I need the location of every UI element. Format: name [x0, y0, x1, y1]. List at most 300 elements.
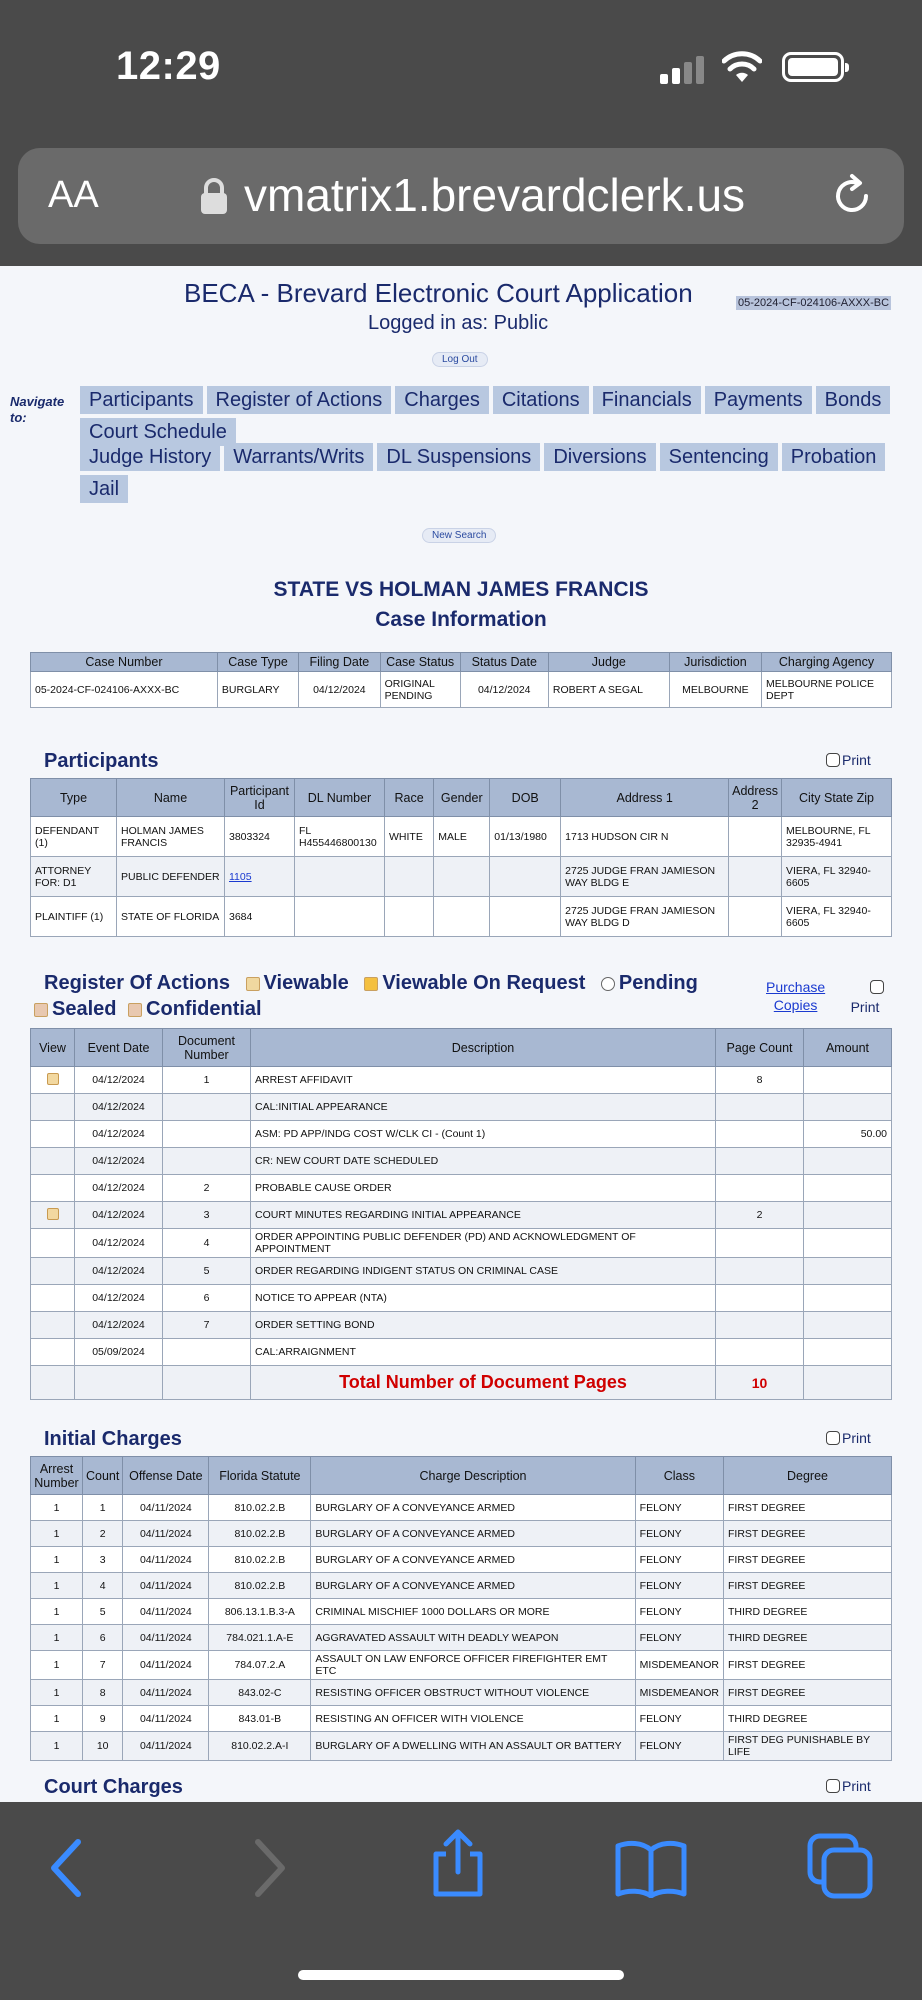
- col-amount: Amount: [804, 1029, 892, 1067]
- table-row: [31, 1625, 892, 1651]
- cell-view: [31, 1148, 75, 1175]
- cell: AGGRAVATED ASSAULT WITH DEADLY WEAPON: [311, 1625, 635, 1651]
- table-row: [31, 1599, 892, 1625]
- cell-view: [31, 1312, 75, 1339]
- cell: [434, 857, 490, 897]
- cell: RESISTING AN OFFICER WITH VIOLENCE: [311, 1706, 635, 1732]
- table-row: [31, 1148, 892, 1175]
- print-checkbox[interactable]: [826, 1779, 840, 1793]
- cell: 04/11/2024: [123, 1547, 209, 1573]
- nav-bonds[interactable]: Bonds: [816, 386, 891, 414]
- cell-pages: [716, 1094, 804, 1121]
- purchase-copies-line2[interactable]: Copies: [773, 997, 818, 1013]
- cell-view: [31, 1121, 75, 1148]
- col-case-type: Case Type: [217, 653, 298, 672]
- cell-doc: [163, 1094, 251, 1121]
- cell: 04/11/2024: [123, 1521, 209, 1547]
- cell-date: 04/12/2024: [75, 1148, 163, 1175]
- cell-date: 04/12/2024: [75, 1202, 163, 1229]
- table-row: [31, 1573, 892, 1599]
- col-status-date: Status Date: [460, 653, 548, 672]
- cell-desc: ASM: PD APP/INDG COST W/CLK CI - (Count 1): [251, 1121, 716, 1148]
- col-participant-id: Participant Id: [225, 779, 295, 817]
- cell: 10: [83, 1732, 123, 1761]
- table-row: [31, 1521, 892, 1547]
- cell: PUBLIC DEFENDER: [117, 857, 225, 897]
- table-row: [31, 1651, 892, 1680]
- cell: 1: [83, 1495, 123, 1521]
- cell-pages: 2: [716, 1202, 804, 1229]
- register-table: [30, 1028, 892, 1400]
- col-description: Description: [251, 1029, 716, 1067]
- table-row: [31, 1706, 892, 1732]
- total-pages-label: Total Number of Document Pages: [251, 1366, 716, 1400]
- cell-desc: ORDER APPOINTING PUBLIC DEFENDER (PD) AND ACKNOWLEDGMENT OF APPOINTMENT: [251, 1229, 716, 1258]
- cell: [385, 897, 434, 937]
- cell-doc: 6: [163, 1285, 251, 1312]
- cell: 1: [31, 1573, 83, 1599]
- cell: 04/11/2024: [123, 1495, 209, 1521]
- nav-participants[interactable]: Participants: [80, 386, 203, 414]
- col-name: Name: [117, 779, 225, 817]
- cell-desc: CAL:ARRAIGNMENT: [251, 1339, 716, 1366]
- web-page: [0, 266, 922, 1802]
- nav-court-schedule[interactable]: Court Schedule: [80, 418, 236, 446]
- cell: 1: [31, 1680, 83, 1706]
- cell: 04/11/2024: [123, 1599, 209, 1625]
- cell: THIRD DEGREE: [724, 1706, 892, 1732]
- nav-register-of-actions[interactable]: Register of Actions: [207, 386, 392, 414]
- cell: VIERA, FL 32940-6605: [782, 897, 892, 937]
- cell-pages: [716, 1339, 804, 1366]
- status-time: 12:29: [116, 44, 221, 88]
- initial-charges-heading: Initial Charges: [44, 1428, 182, 1450]
- safari-address-bar[interactable]: [18, 148, 904, 244]
- col-dl-number: DL Number: [295, 779, 385, 817]
- confidential-label: Confidential: [146, 998, 262, 1020]
- app-title: BECA - Brevard Electronic Court Application: [184, 278, 693, 308]
- col-view: View: [31, 1029, 75, 1067]
- cell: 843.02-C: [209, 1680, 311, 1706]
- cell-amount: [804, 1067, 892, 1094]
- table-row: [31, 1175, 892, 1202]
- cell: [225, 857, 295, 897]
- cell: FIRST DEGREE: [724, 1495, 892, 1521]
- logged-in-label: Logged in as: Public: [368, 312, 549, 334]
- cell-charging-agency: MELBOURNE POLICE DEPT: [762, 672, 892, 708]
- cell-filing-date: 04/12/2024: [299, 672, 380, 708]
- cell: CRIMINAL MISCHIEF 1000 DOLLARS OR MORE: [311, 1599, 635, 1625]
- cell-date: 04/12/2024: [75, 1312, 163, 1339]
- table-row: [31, 817, 892, 857]
- register-print[interactable]: [846, 980, 884, 1016]
- total-pages-value: 10: [716, 1366, 804, 1400]
- col-event-date: Event Date: [75, 1029, 163, 1067]
- total-row: [31, 1366, 892, 1400]
- nav-citations[interactable]: Citations: [493, 386, 589, 414]
- cell-view: [31, 1067, 75, 1094]
- navigate-label: [10, 394, 64, 426]
- table-row: [31, 1680, 892, 1706]
- nav-warrants-writs[interactable]: Warrants/Writs: [224, 443, 373, 471]
- cell-amount: [804, 1175, 892, 1202]
- cell-view: [31, 1229, 75, 1258]
- cell: 04/11/2024: [123, 1680, 209, 1706]
- cell-status-date: 04/12/2024: [460, 672, 548, 708]
- text-size-button[interactable]: AA: [48, 174, 99, 216]
- table-row: [31, 1121, 892, 1148]
- cell: [434, 897, 490, 937]
- table-row: [31, 1732, 892, 1761]
- cell: [163, 1366, 251, 1400]
- cell: 1: [31, 1706, 83, 1732]
- cell: 3: [83, 1547, 123, 1573]
- cell-pages: [716, 1121, 804, 1148]
- col-document-number: Document Number: [163, 1029, 251, 1067]
- cell-amount: [804, 1094, 892, 1121]
- nav-charges[interactable]: Charges: [395, 386, 489, 414]
- cell: [490, 897, 561, 937]
- sealed-icon: [34, 1003, 48, 1017]
- cell: [729, 897, 782, 937]
- cell-pages: [716, 1285, 804, 1312]
- case-title: STATE VS HOLMAN JAMES FRANCIS: [273, 578, 649, 601]
- col-florida-statute: Florida Statute: [209, 1457, 311, 1495]
- nav-row-1: [80, 386, 904, 446]
- table-row: [31, 897, 892, 937]
- col-charge-description: Charge Description: [311, 1457, 635, 1495]
- cell: 2725 JUDGE FRAN JAMIESON WAY BLDG D: [561, 897, 729, 937]
- cell-doc: 5: [163, 1258, 251, 1285]
- cell: THIRD DEGREE: [724, 1625, 892, 1651]
- cell: 6: [83, 1625, 123, 1651]
- participants-table: [30, 778, 892, 937]
- cell: 810.02.2.B: [209, 1547, 311, 1573]
- print-label: Print: [842, 1430, 871, 1446]
- nav-probation[interactable]: Probation: [782, 443, 886, 471]
- cell-date: 04/12/2024: [75, 1175, 163, 1202]
- document-view-icon[interactable]: [47, 1073, 59, 1085]
- register-rows: [31, 1067, 892, 1400]
- col-case-number: Case Number: [31, 653, 218, 672]
- table-row: [31, 672, 892, 708]
- cell-case-number: 05-2024-CF-024106-AXXX-BC: [31, 672, 218, 708]
- viewable-icon: [246, 977, 260, 991]
- col-dob: DOB: [490, 779, 561, 817]
- col-page-count: Page Count: [716, 1029, 804, 1067]
- cell: FELONY: [635, 1495, 723, 1521]
- cell: DEFENDANT (1): [31, 817, 117, 857]
- print-checkbox[interactable]: [826, 753, 840, 767]
- cell: 810.02.2.B: [209, 1495, 311, 1521]
- cell: 810.02.2.B: [209, 1573, 311, 1599]
- cell: MISDEMEANOR: [635, 1651, 723, 1680]
- cell-pages: 8: [716, 1067, 804, 1094]
- viewable-on-request-label: Viewable On Request: [382, 972, 586, 994]
- cell: 04/11/2024: [123, 1732, 209, 1761]
- new-search-button[interactable]: New Search: [422, 528, 496, 543]
- cell: FIRST DEGREE: [724, 1651, 892, 1680]
- cell-amount: [804, 1339, 892, 1366]
- cell: 1: [31, 1732, 83, 1761]
- cell: VIERA, FL 32940-6605: [782, 857, 892, 897]
- cell: PLAINTIFF (1): [31, 897, 117, 937]
- url-text[interactable]: vmatrix1.brevardclerk.us: [244, 169, 746, 221]
- table-row: [31, 1258, 892, 1285]
- cell: 1713 HUDSON CIR N: [561, 817, 729, 857]
- cell: FELONY: [635, 1625, 723, 1651]
- table-row: [31, 1495, 892, 1521]
- cell: 2725 JUDGE FRAN JAMIESON WAY BLDG E: [561, 857, 729, 897]
- reload-icon[interactable]: [826, 170, 878, 222]
- cell: 8: [83, 1680, 123, 1706]
- forward-icon[interactable]: [248, 1838, 288, 1898]
- purchase-copies-link[interactable]: [766, 978, 825, 1014]
- cell-case-type: BURGLARY: [217, 672, 298, 708]
- cell: [31, 1366, 75, 1400]
- cell: FIRST DEG PUNISHABLE BY LIFE: [724, 1732, 892, 1761]
- cell-doc: [163, 1121, 251, 1148]
- cell: [295, 897, 385, 937]
- register-heading: Register Of Actions: [44, 972, 230, 994]
- cell-desc: ORDER SETTING BOND: [251, 1312, 716, 1339]
- cell-date: 04/12/2024: [75, 1285, 163, 1312]
- nav-judge-history[interactable]: Judge History: [80, 443, 220, 471]
- col-charging-agency: Charging Agency: [762, 653, 892, 672]
- logout-button[interactable]: Log Out: [432, 352, 488, 367]
- col-type: Type: [31, 779, 117, 817]
- bookmarks-icon[interactable]: [614, 1838, 688, 1898]
- col-race: Race: [385, 779, 434, 817]
- cell: 7: [83, 1651, 123, 1680]
- cell-pages: [716, 1229, 804, 1258]
- cell-doc: 4: [163, 1229, 251, 1258]
- nav-financials[interactable]: Financials: [593, 386, 701, 414]
- cell: FIRST DEGREE: [724, 1547, 892, 1573]
- cell: ATTORNEY FOR: D1: [31, 857, 117, 897]
- court-charges-print[interactable]: [826, 1778, 871, 1794]
- nav-dl-suspensions[interactable]: DL Suspensions: [377, 443, 540, 471]
- cell: MELBOURNE, FL 32935-4941: [782, 817, 892, 857]
- cell: [729, 857, 782, 897]
- cell: 04/11/2024: [123, 1651, 209, 1680]
- col-case-status: Case Status: [380, 653, 460, 672]
- cell: BURGLARY OF A CONVEYANCE ARMED: [311, 1495, 635, 1521]
- cell-date: 04/12/2024: [75, 1121, 163, 1148]
- cell-pages: [716, 1258, 804, 1285]
- cell: [804, 1366, 892, 1400]
- cell-view: [31, 1258, 75, 1285]
- cell: 3684: [225, 897, 295, 937]
- nav-jail[interactable]: Jail: [80, 475, 128, 503]
- cell: 1: [31, 1495, 83, 1521]
- table-row: [31, 1285, 892, 1312]
- nav-payments[interactable]: Payments: [705, 386, 812, 414]
- pending-label: Pending: [618, 972, 698, 994]
- cell: 810.02.2.B: [209, 1521, 311, 1547]
- cell-view: [31, 1285, 75, 1312]
- table-row: [31, 1229, 892, 1258]
- col-offense-date: Offense Date: [123, 1457, 209, 1495]
- col-count: Count: [83, 1457, 123, 1495]
- nav-sentencing[interactable]: Sentencing: [660, 443, 778, 471]
- cell: 2: [83, 1521, 123, 1547]
- cell-date: 04/12/2024: [75, 1258, 163, 1285]
- case-info-table: [30, 652, 892, 708]
- table-row: [31, 857, 892, 897]
- tabs-icon[interactable]: [806, 1832, 876, 1902]
- cell-date: 04/12/2024: [75, 1229, 163, 1258]
- cell-doc: [163, 1148, 251, 1175]
- cell: FELONY: [635, 1706, 723, 1732]
- cell-pages: [716, 1148, 804, 1175]
- cell-desc: ORDER REGARDING INDIGENT STATUS ON CRIMINAL CASE: [251, 1258, 716, 1285]
- cell-amount: [804, 1202, 892, 1229]
- col-judge: Judge: [548, 653, 669, 672]
- participants-print[interactable]: [826, 752, 871, 768]
- confidential-icon: [128, 1003, 142, 1017]
- sealed-label: Sealed: [52, 998, 117, 1020]
- col-filing-date: Filing Date: [299, 653, 380, 672]
- cell-view: [31, 1339, 75, 1366]
- cell: FELONY: [635, 1547, 723, 1573]
- clock-icon: [601, 977, 615, 991]
- lock-icon: [198, 176, 230, 216]
- cell-amount: [804, 1258, 892, 1285]
- col-jurisdiction: Jurisdiction: [669, 653, 761, 672]
- cell-date: 04/12/2024: [75, 1094, 163, 1121]
- col-address-1: Address 1: [561, 779, 729, 817]
- cell: ASSAULT ON LAW ENFORCE OFFICER FIREFIGHTER EMT ETC: [311, 1651, 635, 1680]
- cell: FELONY: [635, 1599, 723, 1625]
- col-arrest-number: Arrest Number: [31, 1457, 83, 1495]
- battery-icon: [782, 52, 844, 82]
- initial-charges-rows: [31, 1495, 892, 1761]
- cell: 01/13/1980: [490, 817, 561, 857]
- cell: BURGLARY OF A DWELLING WITH AN ASSAULT OR BATTERY: [311, 1732, 635, 1761]
- participant-id-link[interactable]: 1105: [229, 870, 252, 883]
- cell: BURGLARY OF A CONVEYANCE ARMED: [311, 1547, 635, 1573]
- table-row: [31, 1094, 892, 1121]
- table-row: [31, 1202, 892, 1229]
- cell: FELONY: [635, 1732, 723, 1761]
- participants-heading: Participants: [44, 750, 159, 772]
- cell: [75, 1366, 163, 1400]
- register-legend-2: [34, 998, 262, 1021]
- table-row: [31, 1067, 892, 1094]
- cell-pages: [716, 1175, 804, 1202]
- cell: 1: [31, 1521, 83, 1547]
- cell: [729, 817, 782, 857]
- cell-desc: CAL:INITIAL APPEARANCE: [251, 1094, 716, 1121]
- initial-charges-table: [30, 1456, 892, 1761]
- cell: WHITE: [385, 817, 434, 857]
- cell-amount: [804, 1229, 892, 1258]
- document-view-icon[interactable]: [47, 1208, 59, 1220]
- purchase-copies-line1[interactable]: Purchase: [766, 979, 826, 995]
- cell: MALE: [434, 817, 490, 857]
- initial-charges-print[interactable]: [826, 1430, 871, 1446]
- cell-doc: [163, 1339, 251, 1366]
- cell-desc: CR: NEW COURT DATE SCHEDULED: [251, 1148, 716, 1175]
- navigate-label-line2: to:: [10, 410, 27, 425]
- cell: [295, 857, 385, 897]
- cell-date: 05/09/2024: [75, 1339, 163, 1366]
- lock-icon: [364, 977, 378, 991]
- cell-amount: [804, 1148, 892, 1175]
- cell-doc: 1: [163, 1067, 251, 1094]
- cell: 843.01-B: [209, 1706, 311, 1732]
- cell: THIRD DEGREE: [724, 1599, 892, 1625]
- cell: 784.07.2.A: [209, 1651, 311, 1680]
- cell-desc: PROBABLE CAUSE ORDER: [251, 1175, 716, 1202]
- cell: 806.13.1.B.3-A: [209, 1599, 311, 1625]
- cell: 4: [83, 1573, 123, 1599]
- cell-amount: [804, 1312, 892, 1339]
- cell-desc: ARREST AFFIDAVIT: [251, 1067, 716, 1094]
- cell: 04/11/2024: [123, 1573, 209, 1599]
- ios-status-bar: [0, 0, 922, 135]
- col-gender: Gender: [434, 779, 490, 817]
- col-class: Class: [635, 1457, 723, 1495]
- cell-date: 04/12/2024: [75, 1067, 163, 1094]
- case-info-heading: Case Information: [375, 608, 547, 631]
- cell: FELONY: [635, 1521, 723, 1547]
- cell: STATE OF FLORIDA: [117, 897, 225, 937]
- nav-row-2: [80, 443, 904, 503]
- cell: FELONY: [635, 1573, 723, 1599]
- print-checkbox[interactable]: [870, 980, 884, 994]
- print-checkbox[interactable]: [826, 1431, 840, 1445]
- print-label: Print: [842, 1778, 871, 1794]
- cell-case-status: ORIGINAL PENDING: [380, 672, 460, 708]
- table-row: [31, 1339, 892, 1366]
- cellular-signal-icon: [660, 54, 706, 84]
- cell: FIRST DEGREE: [724, 1680, 892, 1706]
- cell: 04/11/2024: [123, 1706, 209, 1732]
- cell: 810.02.2.A-I: [209, 1732, 311, 1761]
- cell: 1: [31, 1547, 83, 1573]
- cell-desc: COURT MINUTES REGARDING INITIAL APPEARANCE: [251, 1202, 716, 1229]
- cell-doc: 3: [163, 1202, 251, 1229]
- col-degree: Degree: [724, 1457, 892, 1495]
- cell: 1: [31, 1651, 83, 1680]
- wifi-icon: [722, 50, 762, 84]
- cell-pages: [716, 1312, 804, 1339]
- cell-amount: 50.00: [804, 1121, 892, 1148]
- cell-jurisdiction: MELBOURNE: [669, 672, 761, 708]
- cell: MISDEMEANOR: [635, 1680, 723, 1706]
- cell: [385, 857, 434, 897]
- cell-doc: 7: [163, 1312, 251, 1339]
- nav-diversions[interactable]: Diversions: [544, 443, 655, 471]
- cell-view: [31, 1202, 75, 1229]
- col-address-2: Address 2: [729, 779, 782, 817]
- cell: RESISTING OFFICER OBSTRUCT WITHOUT VIOLENCE: [311, 1680, 635, 1706]
- navigate-label-line1: Navigate: [10, 394, 65, 409]
- share-icon[interactable]: [428, 1828, 488, 1898]
- cell: 1: [31, 1599, 83, 1625]
- back-icon[interactable]: [48, 1838, 88, 1898]
- register-legend: [44, 972, 698, 995]
- table-row: [31, 1312, 892, 1339]
- print-label: Print: [850, 999, 880, 1015]
- cell: [490, 857, 561, 897]
- viewable-label: Viewable: [263, 972, 349, 994]
- case-number-badge: 05-2024-CF-024106-AXXX-BC: [738, 297, 890, 309]
- cell: 5: [83, 1599, 123, 1625]
- cell: 784.021.1.A-E: [209, 1625, 311, 1651]
